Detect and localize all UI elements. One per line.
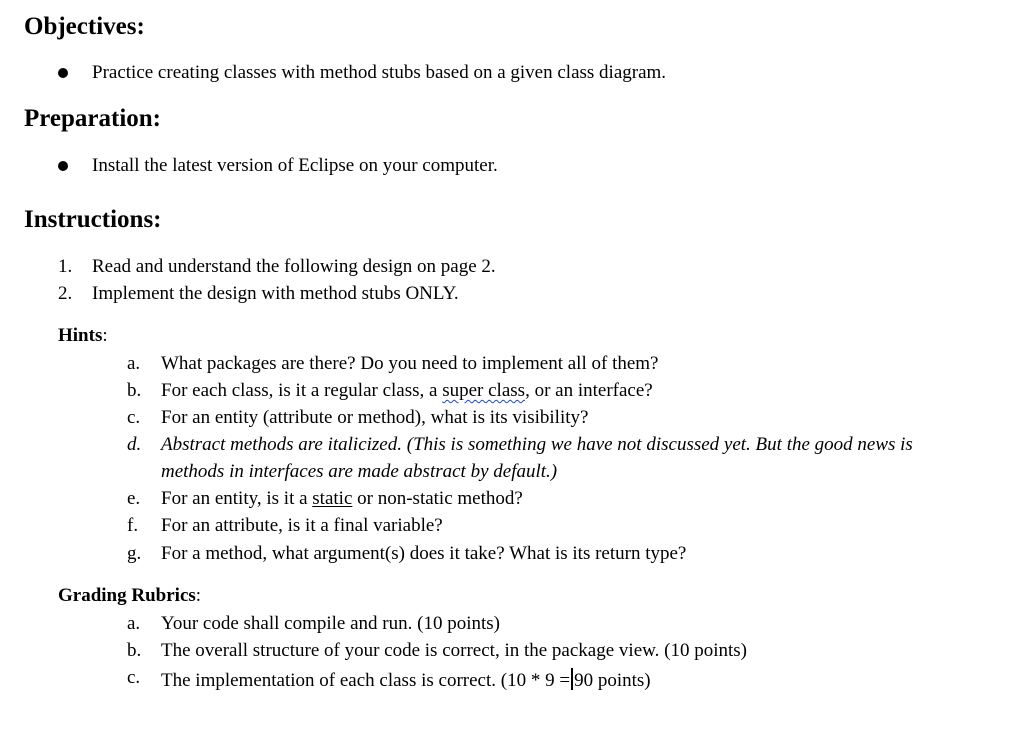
instruction-marker: 1. <box>58 256 73 277</box>
hint-item: For an attribute, is it a final variable? <box>161 515 443 536</box>
rubrics-label <box>58 586 201 605</box>
rubric-text: 90 points) <box>574 670 651 691</box>
hint-marker: g. <box>127 543 142 564</box>
rubric-item: Your code shall compile and run. (10 points) <box>161 613 500 634</box>
hint-marker: e. <box>127 488 141 509</box>
rubrics-colon: : <box>195 585 202 606</box>
hint-marker: d. <box>127 434 142 455</box>
preparation-heading: Preparation: <box>24 105 162 132</box>
instruction-item: Implement the design with method stubs ONLY. <box>92 283 459 304</box>
rubric-item[interactable] <box>161 668 651 690</box>
hint-item-line2: methods in interfaces are made abstract by default.) <box>161 461 558 482</box>
spellcheck-flagged-text[interactable]: super class <box>442 380 526 401</box>
hint-text: or non-static method? <box>352 488 523 509</box>
instruction-item: Read and understand the following design on page 2. <box>92 256 496 277</box>
rubrics-label-text: Grading Rubrics <box>58 585 196 606</box>
hint-item: For a method, what argument(s) does it take? What is its return type? <box>161 543 687 564</box>
hints-label <box>58 326 108 345</box>
hint-item <box>161 489 523 508</box>
text-cursor <box>571 668 573 690</box>
hints-label-text: Hints <box>58 325 103 346</box>
underlined-text: static <box>312 488 353 509</box>
instruction-marker: 2. <box>58 283 73 304</box>
hint-item-line1: Abstract methods are italicized. (This is something we have not discussed yet. But the good news is <box>161 434 913 455</box>
rubric-item: The overall structure of your code is correct, in the package view. (10 points) <box>161 640 747 661</box>
bullet-icon <box>58 161 68 171</box>
hint-marker: b. <box>127 380 142 401</box>
preparation-item: Install the latest version of Eclipse on your computer. <box>92 155 498 176</box>
rubric-marker: c. <box>127 667 141 688</box>
objective-item: Practice creating classes with method stubs based on a given class diagram. <box>92 62 667 83</box>
rubric-marker: b. <box>127 640 142 661</box>
hint-marker: c. <box>127 407 141 428</box>
rubric-text: The implementation of each class is correct. (10 * 9 = <box>161 670 571 691</box>
hint-text: For an entity, is it a <box>161 488 313 509</box>
hint-marker: a. <box>127 353 141 374</box>
hint-text: , or an interface? <box>525 380 653 401</box>
hint-marker: f. <box>127 515 139 536</box>
hint-item <box>161 381 653 400</box>
objectives-heading: Objectives: <box>24 13 145 40</box>
hint-item: What packages are there? Do you need to implement all of them? <box>161 353 659 374</box>
hints-colon: : <box>102 325 108 346</box>
hint-item: For an entity (attribute or method), what is its visibility? <box>161 407 589 428</box>
bullet-icon <box>58 68 68 78</box>
instructions-heading: Instructions: <box>24 206 162 233</box>
rubric-marker: a. <box>127 613 141 634</box>
hint-text: For each class, is it a regular class, a <box>161 380 443 401</box>
